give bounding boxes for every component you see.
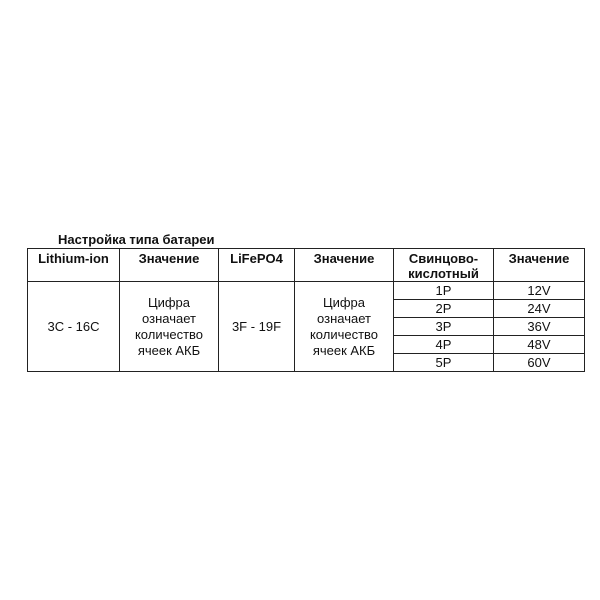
- lead-code-2: 2P: [394, 300, 494, 318]
- lead-code-1: 1P: [394, 282, 494, 300]
- header-value-1: Значение: [120, 249, 219, 282]
- lead-voltage-2: 24V: [494, 300, 585, 318]
- lifepo-description: [295, 282, 394, 372]
- lithium-description-text: Цифра означает количество ячеек АКБ: [134, 294, 204, 358]
- header-lead-acid: Свинцово-кислотный: [394, 249, 494, 282]
- lead-code-3: 3P: [394, 318, 494, 336]
- lithium-range: 3C - 16C: [28, 282, 120, 372]
- lifepo-range: 3F - 19F: [219, 282, 295, 372]
- lead-voltage-4: 48V: [494, 336, 585, 354]
- lithium-description: [120, 282, 219, 372]
- lead-code-4: 4P: [394, 336, 494, 354]
- lead-code-5: 5P: [394, 354, 494, 372]
- lifepo-description-text: Цифра означает количество ячеек АКБ: [309, 294, 379, 358]
- lead-voltage-3: 36V: [494, 318, 585, 336]
- header-row: [28, 249, 585, 282]
- table-row: [28, 282, 585, 300]
- header-value-2: Значение: [295, 249, 394, 282]
- header-lifepo4: LiFePO4: [219, 249, 295, 282]
- table-title: Настройка типа батареи: [58, 232, 215, 247]
- header-lithium-ion: Lithium-ion: [28, 249, 120, 282]
- lead-voltage-5: 60V: [494, 354, 585, 372]
- battery-type-table: [27, 248, 585, 372]
- lead-voltage-1: 12V: [494, 282, 585, 300]
- header-value-3: Значение: [494, 249, 585, 282]
